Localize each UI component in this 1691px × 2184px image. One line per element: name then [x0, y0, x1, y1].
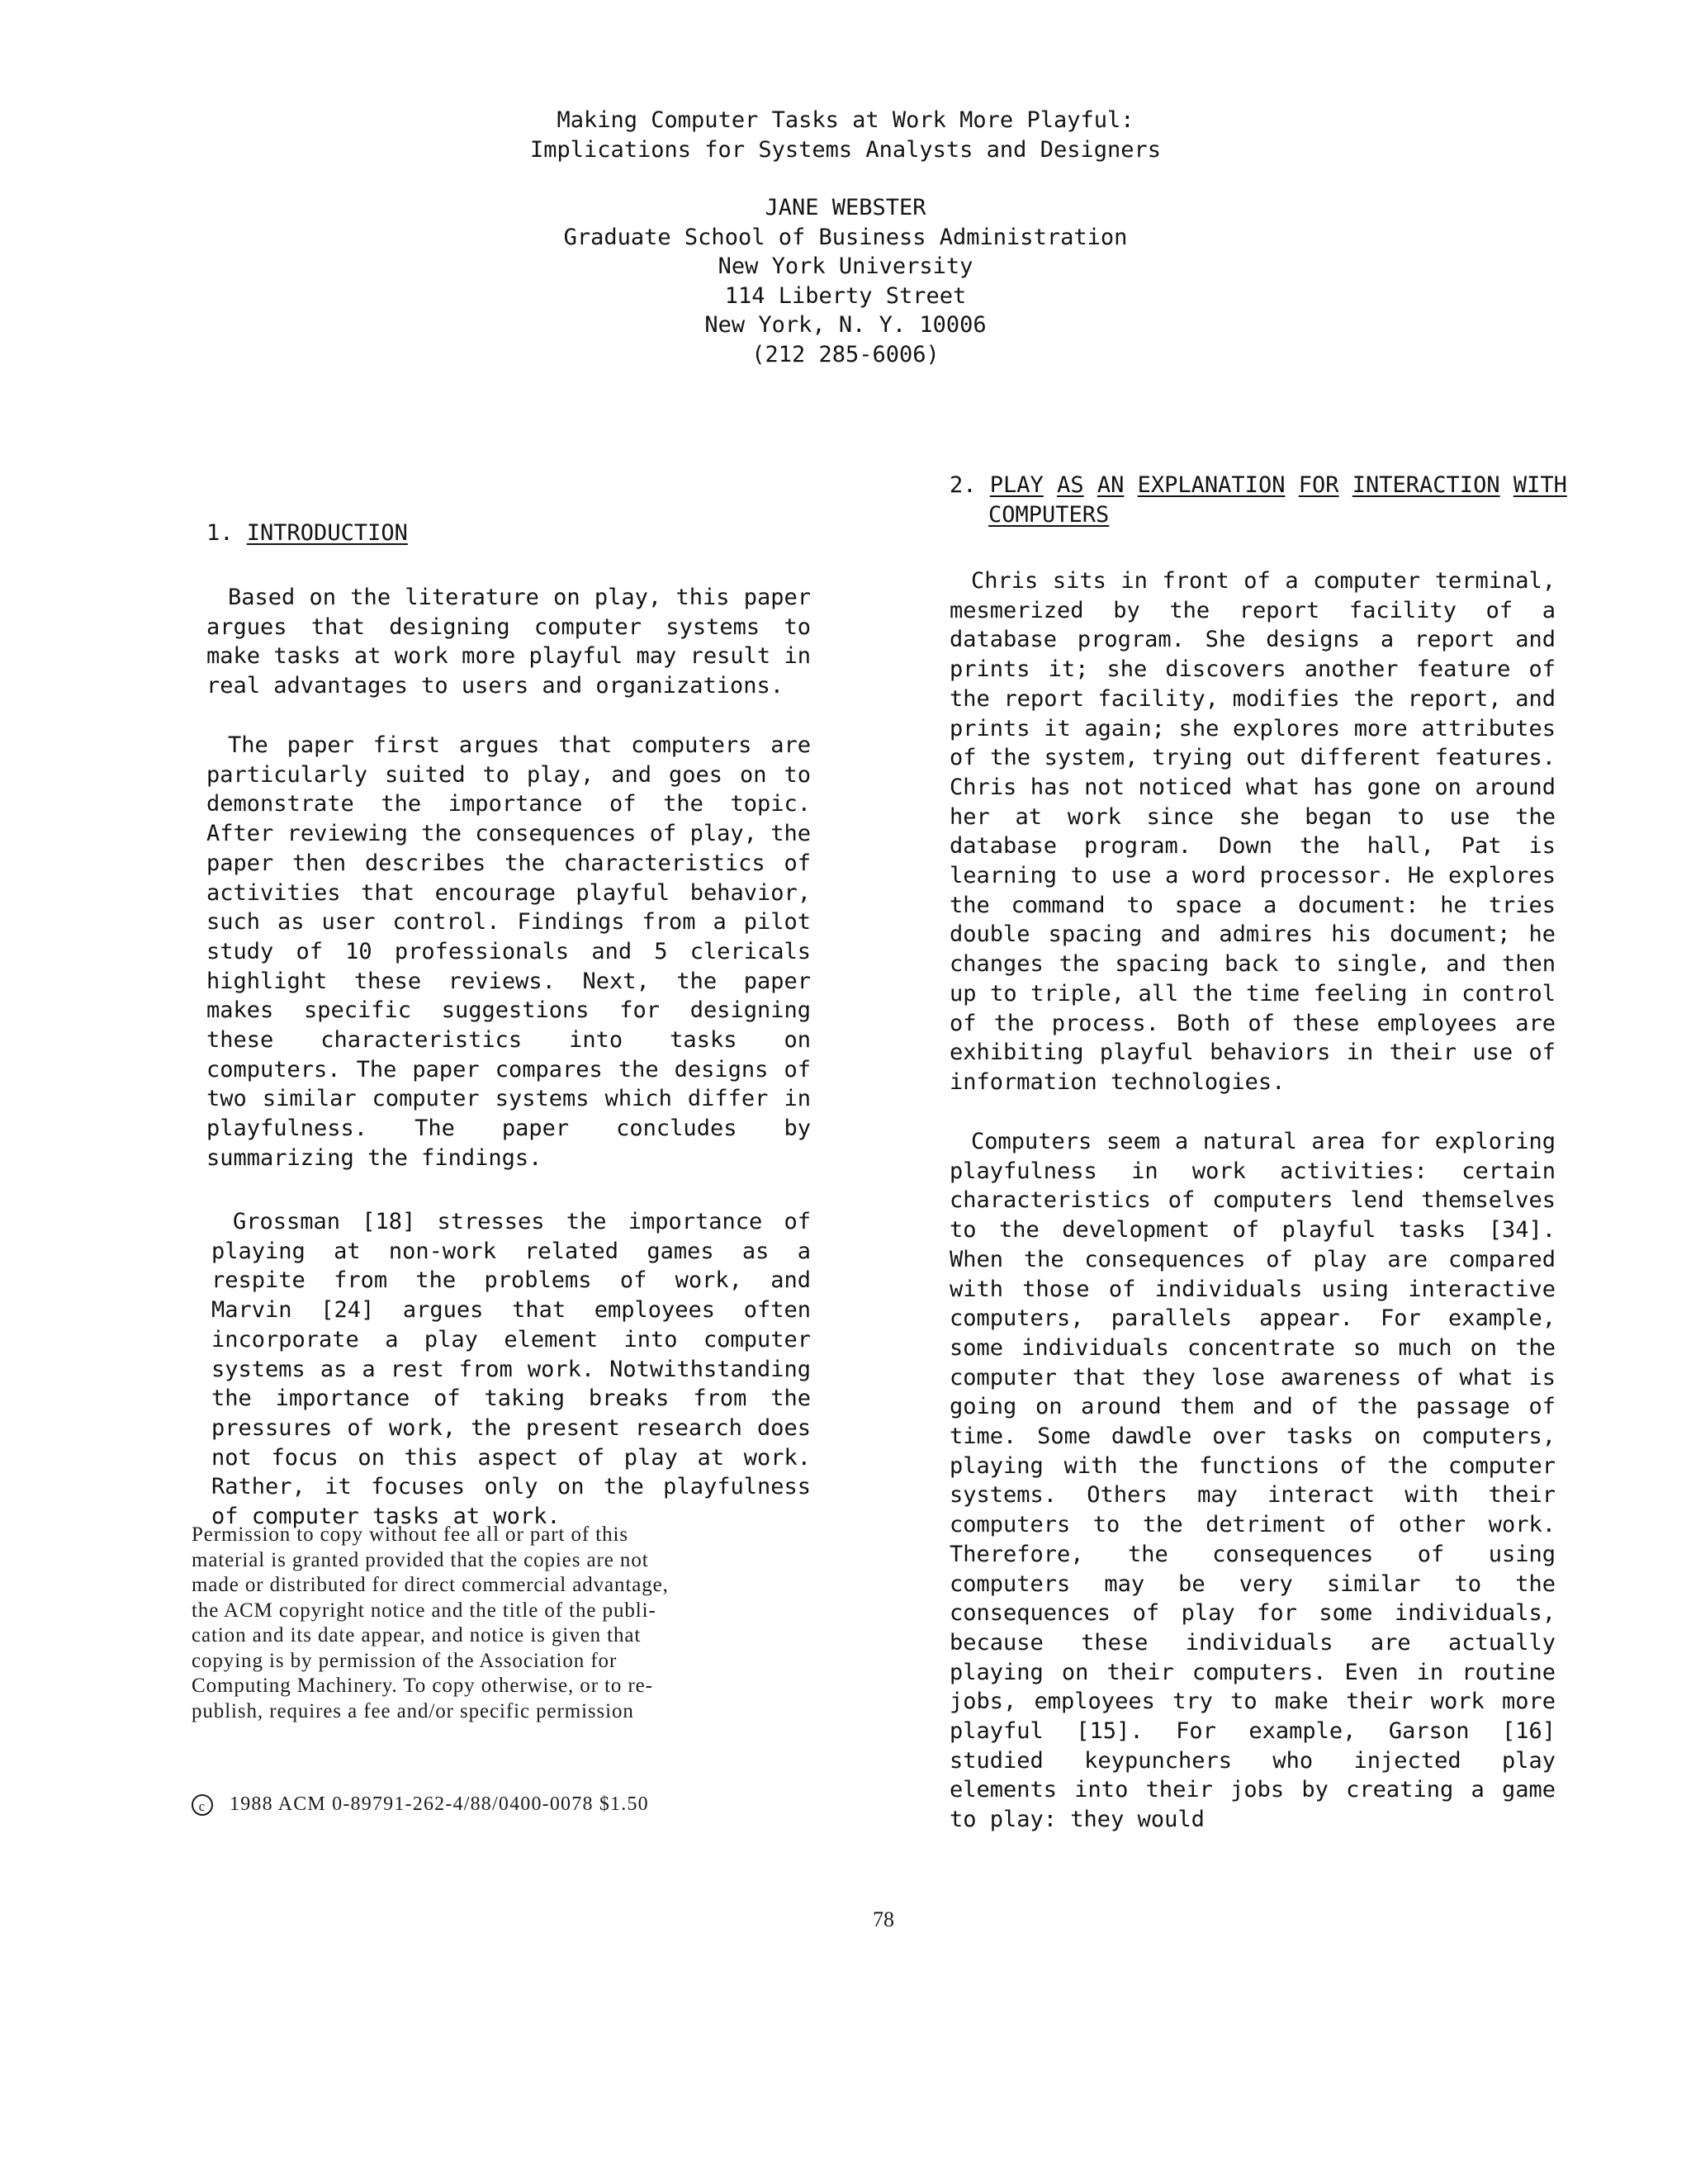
intro-paragraph-3: Grossman [18] stresses the importance of playing at non-work related games as a respite from the problems of work, and Marvin [24] argues that employees often incorporate a play element into computer systems as a rest from work. Notwithstanding the importance of taking breaks from the pressures of work, the present research does not focus on this aspect of play at work. Rather, it focuses only on the playfulness of computer tasks at work.	[211, 1209, 811, 1530]
copyright-text: 1988 ACM 0-89791-262-4/88/0400-0078 $1.50	[230, 1793, 649, 1815]
heading-word: AS	[1057, 472, 1084, 498]
author-name: JANE WEBSTER	[765, 195, 926, 220]
permission-line: material is granted provided that the copies are not	[192, 1548, 649, 1571]
heading-word: EXPLANATION	[1137, 472, 1286, 498]
section-heading-play	[950, 471, 1567, 529]
title-line-1: Making Computer Tasks at Work More Playful:	[557, 107, 1134, 133]
heading-word: WITH	[1513, 472, 1567, 498]
permission-line: cation and its date appear, and notice is given that	[192, 1624, 642, 1646]
author-block	[0, 193, 1691, 369]
copyright-line	[192, 1792, 649, 1817]
heading-word: COMPUTERS	[988, 501, 1110, 528]
section-number: 1.	[206, 520, 234, 546]
affiliation-line: 114 Liberty Street	[724, 282, 967, 309]
heading-word: AN	[1097, 472, 1125, 498]
section-number: 2.	[950, 472, 977, 498]
intro-paragraph-1: Based on the literature on play, this paper argues that designing computer systems to make tasks at work more playful may result in real advantages to users and organizations.	[206, 585, 811, 699]
copyright-icon: c	[192, 1794, 213, 1816]
page-number: 78	[873, 1907, 894, 1931]
affiliation-line: Graduate School of Business Administration	[563, 224, 1128, 250]
play-paragraph-2: Computers seem a natural area for exploring playfulness in work activities: certain characteristics of computers lend themselves to the development of playful tasks [34]. When the consequences of play are compared with those of individuals using interactive computers, parallels appear. For example, some individuals concentrate so much on the computer that they lose awareness of what is going on around them and of the passage of time. Some dawdle over tasks on computers, playing with the functions of the computer systems. Others may interact with their computers to the detriment of other work. Therefore, the consequences of using computers may be very similar to the consequences of play for some individuals, because these individuals are actually playing on their computers. Even in routine jobs, employees try to make their work more playful [15]. For example, Garson [16] studied keypunchers who injected play elements into their jobs by creating a game to play: they would	[950, 1129, 1556, 1833]
heading-word: PLAY	[989, 472, 1044, 498]
affiliation-line: (212 285-6006)	[751, 341, 940, 367]
permission-notice	[192, 1523, 836, 1724]
play-paragraph-1: Chris sits in front of a computer terminal, mesmerized by the report facility of a database program. She designs a report and prints it; she discovers another feature of the report facility, modifies the report, and prints it again; she explores more attributes of the system, trying out different features. Chris has not noticed what has gone on around her at work since she began to use the database program. Down the hall, Pat is learning to use a word processor. He explores the command to space a document: he tries double spacing and admires his document; he changes the spacing back to single, and then up to triple, all the time feeling in control of the process. Both of these employees are exhibiting playful behaviors in their use of information technologies.	[950, 568, 1556, 1095]
permission-line: publish, requires a fee and/or specific permission	[192, 1699, 634, 1722]
permission-line: copying is by permission of the Association for	[192, 1649, 618, 1672]
permission-line: Permission to copy without fee all or part of this	[192, 1523, 628, 1546]
heading-word: FOR	[1298, 472, 1339, 498]
title-line-2: Implications for Systems Analysts and Designers	[529, 137, 1161, 163]
intro-paragraph-2: The paper first argues that computers are particularly suited to play, and goes on to demonstrate the importance of the topic. After reviewing the consequences of play, the paper then describes the characteristics of activities that encourage playful behavior, such as user control. Findings from a pilot study of 10 professionals and 5 clericals highlight these reviews. Next, the paper makes specific suggestions for designing these characteristics into tasks on computers. The paper compares the designs of two similar computer systems which differ in playfulness. The paper concludes by summarizing the findings.	[206, 732, 811, 1171]
section-title: INTRODUCTION	[246, 520, 408, 546]
affiliation-line: New York University	[718, 253, 973, 279]
heading-word: INTERACTION	[1352, 472, 1500, 498]
paper-title	[0, 106, 1691, 165]
permission-line: Computing Machinery. To copy otherwise, or to re-	[192, 1675, 653, 1697]
permission-line: made or distributed for direct commercial advantage,	[192, 1574, 669, 1596]
affiliation-line: New York, N. Y. 10006	[704, 312, 987, 338]
section-heading-introduction	[206, 519, 408, 548]
permission-line: the ACM copyright notice and the title of the publi-	[192, 1599, 656, 1622]
